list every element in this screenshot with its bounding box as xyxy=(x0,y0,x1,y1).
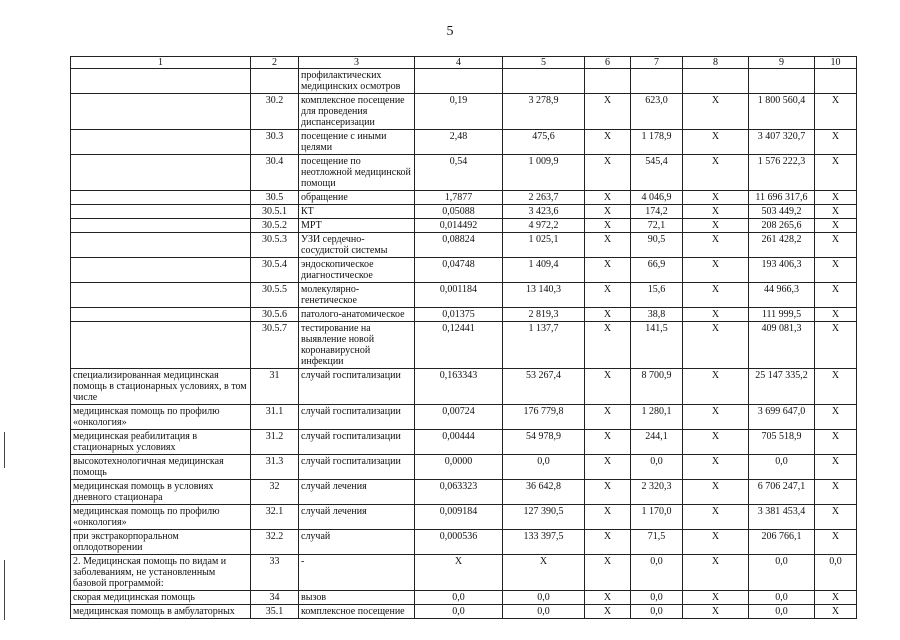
table-cell-col4: 0,000536 xyxy=(415,530,503,555)
table-row xyxy=(71,430,857,455)
table-cell-col4: 0,0 xyxy=(415,591,503,605)
table-cell-col2: 30.5 xyxy=(251,191,299,205)
table-cell-col3: посещение с иными целями xyxy=(299,130,415,155)
table-cell-col5: X xyxy=(503,555,585,591)
table-cell-col10: X xyxy=(815,505,857,530)
table-cell-col8: X xyxy=(683,130,749,155)
table-cell-col6: X xyxy=(585,308,631,322)
table-cell-col4: X xyxy=(415,555,503,591)
table-cell-col4: 0,12441 xyxy=(415,322,503,369)
table-cell-col5: 0,0 xyxy=(503,455,585,480)
column-header-5: 5 xyxy=(503,57,585,69)
table-cell-col7: 623,0 xyxy=(631,94,683,130)
table-cell-col9: 44 966,3 xyxy=(749,283,815,308)
table-cell-col1: при экстракорпоральном оплодотворении xyxy=(71,530,251,555)
table-cell-col6: X xyxy=(585,405,631,430)
table-cell-col6: X xyxy=(585,480,631,505)
header-row xyxy=(71,57,857,69)
table-cell-col10: X xyxy=(815,322,857,369)
table-cell-col1: медицинская помощь по профилю «онкология» xyxy=(71,405,251,430)
table-cell-col6: X xyxy=(585,591,631,605)
table-cell-col2: 32 xyxy=(251,480,299,505)
table-cell-col2: 30.5.1 xyxy=(251,205,299,219)
table-cell-col10: X xyxy=(815,605,857,619)
table-cell-col9: 1 800 560,4 xyxy=(749,94,815,130)
table-cell-col10: X xyxy=(815,430,857,455)
table-row xyxy=(71,155,857,191)
table-cell-col9: 208 265,6 xyxy=(749,219,815,233)
table-cell-col2: 31 xyxy=(251,369,299,405)
table-cell-col4: 0,00724 xyxy=(415,405,503,430)
table-cell-col3: профилактических медицинских осмотров xyxy=(299,69,415,94)
table-cell-col6: X xyxy=(585,219,631,233)
table-cell-col4: 0,014492 xyxy=(415,219,503,233)
table-row xyxy=(71,308,857,322)
table-cell-col8: X xyxy=(683,505,749,530)
table-cell-col6: X xyxy=(585,430,631,455)
table-cell-col6: X xyxy=(585,605,631,619)
table-cell-col7: 0,0 xyxy=(631,591,683,605)
table-cell-col1 xyxy=(71,308,251,322)
table-cell-col10: X xyxy=(815,480,857,505)
table-cell-col2: 31.2 xyxy=(251,430,299,455)
table-cell-col7: 90,5 xyxy=(631,233,683,258)
table-cell-col10: X xyxy=(815,205,857,219)
table-cell-col7: 66,9 xyxy=(631,258,683,283)
table-cell-col6: X xyxy=(585,369,631,405)
table-cell-col7: 4 046,9 xyxy=(631,191,683,205)
table-row xyxy=(71,605,857,619)
table-row xyxy=(71,94,857,130)
table-cell-col2: 33 xyxy=(251,555,299,591)
table-cell-col6: X xyxy=(585,455,631,480)
table-cell-col3: случай лечения xyxy=(299,480,415,505)
table-cell-col4: 0,0 xyxy=(415,605,503,619)
table-cell-col4: 0,009184 xyxy=(415,505,503,530)
table-cell-col5: 3 423,6 xyxy=(503,205,585,219)
table-cell-col1: высокотехнологичная медицинская помощь xyxy=(71,455,251,480)
table-cell-col9: 11 696 317,6 xyxy=(749,191,815,205)
table-cell-col6: X xyxy=(585,130,631,155)
table-cell-col7: 141,5 xyxy=(631,322,683,369)
column-header-6: 6 xyxy=(585,57,631,69)
table-cell-col10: X xyxy=(815,530,857,555)
table-cell-col1 xyxy=(71,283,251,308)
table-cell-col8: X xyxy=(683,205,749,219)
table-cell-col3: случай госпитализации xyxy=(299,369,415,405)
table-cell-col9 xyxy=(749,69,815,94)
table-cell-col8: X xyxy=(683,219,749,233)
table-cell-col7: 0,0 xyxy=(631,605,683,619)
table-cell-col10: X xyxy=(815,155,857,191)
table-cell-col9: 705 518,9 xyxy=(749,430,815,455)
table-cell-col7: 38,8 xyxy=(631,308,683,322)
table-cell-col1 xyxy=(71,258,251,283)
table-cell-col1: медицинская реабилитация в стационарных условиях xyxy=(71,430,251,455)
table-cell-col3: тестирование на выявление новой коронавирусной инфекции xyxy=(299,322,415,369)
table-cell-col4: 0,54 xyxy=(415,155,503,191)
table-cell-col7: 71,5 xyxy=(631,530,683,555)
table-cell-col9: 0,0 xyxy=(749,555,815,591)
table-row xyxy=(71,405,857,430)
table-cell-col4: 0,163343 xyxy=(415,369,503,405)
table-cell-col5 xyxy=(503,69,585,94)
table-cell-col8 xyxy=(683,69,749,94)
table-cell-col3: случай xyxy=(299,530,415,555)
table-cell-col2: 30.5.4 xyxy=(251,258,299,283)
table-cell-col10: X xyxy=(815,283,857,308)
table-cell-col8: X xyxy=(683,455,749,480)
table-row xyxy=(71,480,857,505)
table-row xyxy=(71,219,857,233)
table-cell-col5: 1 025,1 xyxy=(503,233,585,258)
table-cell-col5: 13 140,3 xyxy=(503,283,585,308)
table-cell-col6: X xyxy=(585,155,631,191)
table-cell-col7: 8 700,9 xyxy=(631,369,683,405)
table-cell-col4: 0,04748 xyxy=(415,258,503,283)
table-cell-col7: 1 280,1 xyxy=(631,405,683,430)
column-header-10: 10 xyxy=(815,57,857,69)
page-number: 5 xyxy=(446,24,454,39)
table-cell-col6: X xyxy=(585,283,631,308)
table-cell-col5: 0,0 xyxy=(503,605,585,619)
table-cell-col7: 1 170,0 xyxy=(631,505,683,530)
table-cell-col6: X xyxy=(585,555,631,591)
table-cell-col3: случай лечения xyxy=(299,505,415,530)
table-cell-col9: 0,0 xyxy=(749,455,815,480)
table-cell-col2: 30.5.3 xyxy=(251,233,299,258)
table-cell-col6: X xyxy=(585,191,631,205)
table-cell-col10: X xyxy=(815,455,857,480)
table-cell-col4: 0,00444 xyxy=(415,430,503,455)
table-cell-col2: 30.4 xyxy=(251,155,299,191)
table-cell-col2: 35.1 xyxy=(251,605,299,619)
table-cell-col3: обращение xyxy=(299,191,415,205)
table-cell-col1 xyxy=(71,94,251,130)
table-cell-col5: 53 267,4 xyxy=(503,369,585,405)
table-cell-col5: 36 642,8 xyxy=(503,480,585,505)
table-cell-col9: 3 407 320,7 xyxy=(749,130,815,155)
margin-line xyxy=(4,432,5,468)
table-cell-col9: 193 406,3 xyxy=(749,258,815,283)
table-cell-col3: МРТ xyxy=(299,219,415,233)
table-cell-col9: 111 999,5 xyxy=(749,308,815,322)
table-cell-col10: X xyxy=(815,258,857,283)
table-cell-col5: 176 779,8 xyxy=(503,405,585,430)
table-cell-col7: 1 178,9 xyxy=(631,130,683,155)
tariff-table xyxy=(70,56,857,619)
table-cell-col2: 30.5.7 xyxy=(251,322,299,369)
table-cell-col1 xyxy=(71,191,251,205)
column-header-9: 9 xyxy=(749,57,815,69)
table-cell-col5: 3 278,9 xyxy=(503,94,585,130)
margin-line xyxy=(4,560,5,620)
table-cell-col7: 15,6 xyxy=(631,283,683,308)
table-cell-col5: 0,0 xyxy=(503,591,585,605)
table-cell-col6: X xyxy=(585,258,631,283)
table-cell-col6: X xyxy=(585,205,631,219)
table-cell-col10: X xyxy=(815,219,857,233)
table-cell-col2: 32.1 xyxy=(251,505,299,530)
table-cell-col3: КТ xyxy=(299,205,415,219)
table-cell-col9: 6 706 247,1 xyxy=(749,480,815,505)
table-cell-col10: X xyxy=(815,94,857,130)
table-cell-col9: 1 576 222,3 xyxy=(749,155,815,191)
table-cell-col8: X xyxy=(683,591,749,605)
table-cell-col6: X xyxy=(585,505,631,530)
table-row xyxy=(71,233,857,258)
table-cell-col8: X xyxy=(683,308,749,322)
table-cell-col10: X xyxy=(815,233,857,258)
table-cell-col3: случай госпитализации xyxy=(299,430,415,455)
table-cell-col8: X xyxy=(683,322,749,369)
table-cell-col1 xyxy=(71,322,251,369)
table-cell-col9: 0,0 xyxy=(749,605,815,619)
table-cell-col1 xyxy=(71,233,251,258)
table-cell-col8: X xyxy=(683,605,749,619)
table-cell-col10: X xyxy=(815,369,857,405)
table-cell-col1 xyxy=(71,205,251,219)
table-cell-col5: 4 972,2 xyxy=(503,219,585,233)
table-cell-col1: специализированная медицинская помощь в стационарных условиях, в том числе xyxy=(71,369,251,405)
table-cell-col8: X xyxy=(683,430,749,455)
table-cell-col5: 2 263,7 xyxy=(503,191,585,205)
column-header-7: 7 xyxy=(631,57,683,69)
table-cell-col2: 30.3 xyxy=(251,130,299,155)
table-cell-col8: X xyxy=(683,555,749,591)
table-cell-col10: 0,0 xyxy=(815,555,857,591)
table-row xyxy=(71,369,857,405)
table-cell-col1 xyxy=(71,130,251,155)
table-cell-col9: 503 449,2 xyxy=(749,205,815,219)
table-cell-col1 xyxy=(71,69,251,94)
table-cell-col1: медицинская помощь в амбулаторных xyxy=(71,605,251,619)
table-cell-col5: 1 009,9 xyxy=(503,155,585,191)
table-cell-col8: X xyxy=(683,530,749,555)
table-cell-col8: X xyxy=(683,191,749,205)
table-cell-col4: 0,05088 xyxy=(415,205,503,219)
table-cell-col9: 0,0 xyxy=(749,591,815,605)
table-cell-col7: 174,2 xyxy=(631,205,683,219)
table-cell-col9: 3 381 453,4 xyxy=(749,505,815,530)
table-cell-col3: патолого-анатомическое xyxy=(299,308,415,322)
table-cell-col1: медицинская помощь в условиях дневного стационара xyxy=(71,480,251,505)
table-cell-col8: X xyxy=(683,258,749,283)
table-cell-col3: вызов xyxy=(299,591,415,605)
table-cell-col3: УЗИ сердечно-сосудистой системы xyxy=(299,233,415,258)
table-cell-col9: 409 081,3 xyxy=(749,322,815,369)
table-cell-col8: X xyxy=(683,283,749,308)
table-cell-col10: X xyxy=(815,405,857,430)
table-cell-col10: X xyxy=(815,130,857,155)
table-row xyxy=(71,455,857,480)
table-cell-col1: скорая медицинская помощь xyxy=(71,591,251,605)
table-cell-col7: 0,0 xyxy=(631,455,683,480)
table-cell-col7: 244,1 xyxy=(631,430,683,455)
table-cell-col7: 545,4 xyxy=(631,155,683,191)
column-header-4: 4 xyxy=(415,57,503,69)
table-cell-col5: 1 409,4 xyxy=(503,258,585,283)
table-cell-col1 xyxy=(71,155,251,191)
table-cell-col4: 2,48 xyxy=(415,130,503,155)
table-cell-col2: 34 xyxy=(251,591,299,605)
table-cell-col4: 0,001184 xyxy=(415,283,503,308)
table-cell-col1 xyxy=(71,219,251,233)
table-cell-col1: 2. Медицинская помощь по видам и заболеваниям, не установленным базовой программой: xyxy=(71,555,251,591)
table-cell-col4: 1,7877 xyxy=(415,191,503,205)
table-cell-col4: 0,01375 xyxy=(415,308,503,322)
table-cell-col6: X xyxy=(585,530,631,555)
table-cell-col3: случай госпитализации xyxy=(299,455,415,480)
table-cell-col2: 31.1 xyxy=(251,405,299,430)
table-cell-col6: X xyxy=(585,322,631,369)
table-cell-col3: молекулярно-генетическое xyxy=(299,283,415,308)
table-cell-col6: X xyxy=(585,94,631,130)
table-row xyxy=(71,591,857,605)
table-cell-col4: 0,08824 xyxy=(415,233,503,258)
table-cell-col8: X xyxy=(683,480,749,505)
table-cell-col5: 54 978,9 xyxy=(503,430,585,455)
table-cell-col2: 31.3 xyxy=(251,455,299,480)
table-cell-col8: X xyxy=(683,94,749,130)
table-cell-col6 xyxy=(585,69,631,94)
table-cell-col8: X xyxy=(683,405,749,430)
table-cell-col7: 2 320,3 xyxy=(631,480,683,505)
table-cell-col2: 30.5.5 xyxy=(251,283,299,308)
table-cell-col8: X xyxy=(683,233,749,258)
table-cell-col9: 206 766,1 xyxy=(749,530,815,555)
table-cell-col3: эндоскопическое диагностическое xyxy=(299,258,415,283)
table-cell-col2: 30.2 xyxy=(251,94,299,130)
table-row xyxy=(71,555,857,591)
table-row xyxy=(71,258,857,283)
table-cell-col5: 2 819,3 xyxy=(503,308,585,322)
table-cell-col9: 3 699 647,0 xyxy=(749,405,815,430)
table-cell-col10: X xyxy=(815,191,857,205)
table-cell-col4: 0,0000 xyxy=(415,455,503,480)
table-cell-col3: комплексное посещение для проведения диспансеризации xyxy=(299,94,415,130)
table-cell-col6: X xyxy=(585,233,631,258)
column-header-1: 1 xyxy=(71,57,251,69)
table-cell-col10 xyxy=(815,69,857,94)
table-row xyxy=(71,191,857,205)
table-row xyxy=(71,505,857,530)
table-cell-col8: X xyxy=(683,155,749,191)
table-cell-col9: 25 147 335,2 xyxy=(749,369,815,405)
table-cell-col2: 32.2 xyxy=(251,530,299,555)
table-cell-col4: 0,19 xyxy=(415,94,503,130)
table-row xyxy=(71,283,857,308)
table-row xyxy=(71,530,857,555)
column-header-3: 3 xyxy=(299,57,415,69)
table-cell-col4: 0,063323 xyxy=(415,480,503,505)
table-cell-col2: 30.5.2 xyxy=(251,219,299,233)
table-cell-col7: 72,1 xyxy=(631,219,683,233)
table-cell-col3: посещение по неотложной медицинской помощи xyxy=(299,155,415,191)
table-cell-col7: 0,0 xyxy=(631,555,683,591)
table-cell-col3: - xyxy=(299,555,415,591)
table-cell-col2 xyxy=(251,69,299,94)
table-row xyxy=(71,205,857,219)
table-cell-col5: 1 137,7 xyxy=(503,322,585,369)
table-row xyxy=(71,322,857,369)
table-cell-col4 xyxy=(415,69,503,94)
column-header-8: 8 xyxy=(683,57,749,69)
column-header-2: 2 xyxy=(251,57,299,69)
table-row xyxy=(71,130,857,155)
table-row xyxy=(71,69,857,94)
table-cell-col7 xyxy=(631,69,683,94)
table-cell-col3: комплексное посещение xyxy=(299,605,415,619)
table-cell-col5: 133 397,5 xyxy=(503,530,585,555)
table-cell-col1: медицинская помощь по профилю «онкология» xyxy=(71,505,251,530)
table-cell-col2: 30.5.6 xyxy=(251,308,299,322)
table-cell-col9: 261 428,2 xyxy=(749,233,815,258)
table-cell-col5: 127 390,5 xyxy=(503,505,585,530)
table-cell-col10: X xyxy=(815,591,857,605)
table-cell-col3: случай госпитализации xyxy=(299,405,415,430)
table-cell-col10: X xyxy=(815,308,857,322)
table-cell-col8: X xyxy=(683,369,749,405)
table-cell-col5: 475,6 xyxy=(503,130,585,155)
